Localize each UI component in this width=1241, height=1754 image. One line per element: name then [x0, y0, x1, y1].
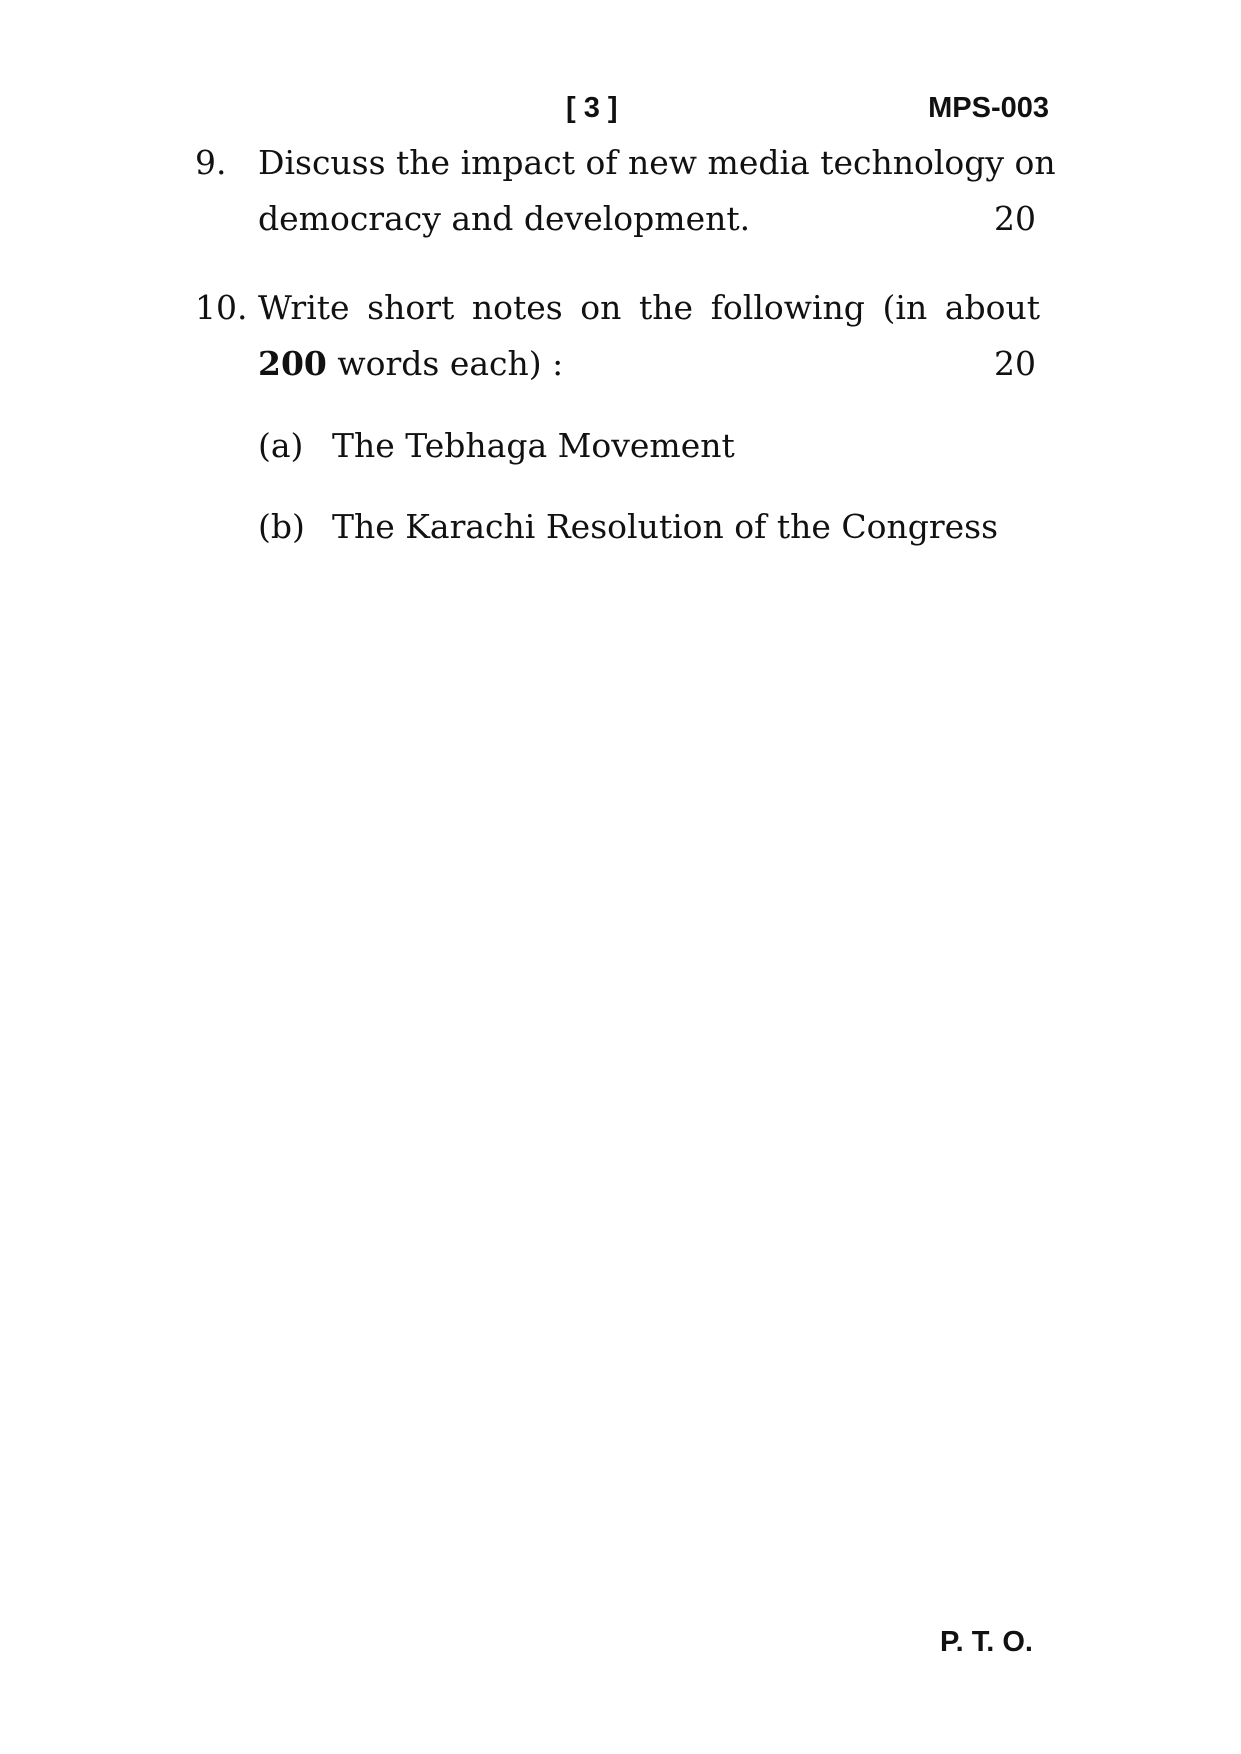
please-turn-over: P. T. O.	[940, 1626, 1033, 1658]
question-9-number: 9.	[195, 143, 227, 182]
question-9-line-2: democracy and development.	[258, 199, 751, 238]
part-a-text: The Tebhaga Movement	[332, 426, 735, 465]
part-a-label: (a)	[258, 426, 304, 465]
paper-code: MPS-003	[928, 92, 1049, 124]
question-10-line-1: Write short notes on the following (in about	[258, 288, 1040, 327]
question-10-line-2-rest: words each) :	[326, 344, 564, 383]
question-10-number: 10.	[195, 288, 248, 327]
question-10-line-2	[258, 342, 563, 386]
question-9-marks: 20	[994, 199, 1036, 238]
question-10-marks: 20	[994, 344, 1036, 383]
question-9-line-1: Discuss the impact of new media technology on	[258, 143, 1056, 182]
part-b-text: The Karachi Resolution of the Congress	[332, 507, 999, 546]
page-number: [ 3 ]	[566, 92, 618, 124]
part-b-label: (b)	[258, 507, 305, 546]
word-count: 200	[258, 344, 327, 383]
